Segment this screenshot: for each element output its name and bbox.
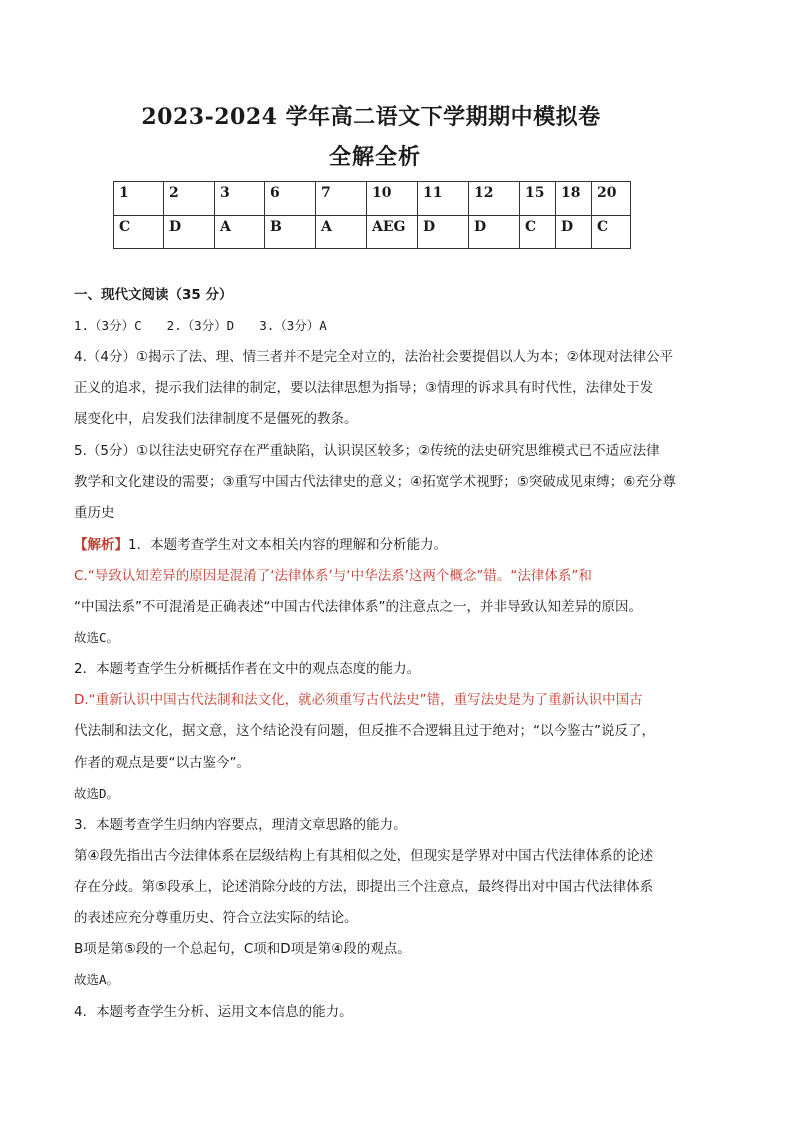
q5-line: 重历史 (74, 505, 115, 521)
question-cell: 12 (469, 182, 520, 216)
analysis-1-heading (74, 535, 447, 555)
q4-line: 展变化中，启发我们法律制度不是僵死的教条。 (74, 411, 358, 427)
answer-cell: B (265, 216, 316, 249)
analysis-2-line: 代法制和法文化，据文意，这个结论没有问题，但反推不合逻辑且过于绝对；“以今鉴古”说反了， (74, 723, 655, 739)
question-cell: 20 (592, 182, 631, 216)
document-title: 2023-2024 学年高二语文下学期期中模拟卷 (141, 104, 601, 130)
analysis-3-choice: 故选A。 (74, 972, 120, 987)
analysis-1-line: C.“导致认知差异的原因是混淆了‘法律体系’与‘中华法系’这两个概念”错。“法律体系”和 (74, 568, 592, 584)
answer-cell: AEG (367, 216, 418, 249)
answer-cell: A (215, 216, 265, 249)
answer-cell: A (316, 216, 367, 249)
question-cell: 2 (164, 182, 215, 216)
analysis-3-line: 存在分歧。第⑤段承上，论述消除分歧的方法，即提出三个注意点，最终得出对中国古代法律体系 (74, 879, 654, 895)
analysis-3-line: 的表述应充分尊重历史、符合立法实际的结论。 (74, 910, 358, 926)
answer-table (113, 181, 631, 249)
analysis-2-line: D.“重新认识中国古代法制和法文化，就必须重写古代法史”错，重写法史是为了重新认识中国古 (74, 692, 643, 708)
analysis-1-line: “中国法系”不可混淆是正确表述“中国古代法律体系”的注意点之一，并非导致认知差异的原因。 (74, 599, 642, 615)
analysis-2-choice: 故选D。 (74, 786, 120, 801)
analysis-1-text: 1．本题考查学生对文本相关内容的理解和分析能力。 (128, 537, 448, 553)
question-cell: 7 (316, 182, 367, 216)
question-cell: 1 (114, 182, 164, 216)
answer-table-question-row (114, 182, 631, 216)
q5-line: 5.（5分）①以往法史研究存在严重缺陷，认识误区较多；②传统的法史研究思维模式已不适应法律 (74, 443, 660, 459)
document-subtitle: 全解全析 (328, 144, 421, 170)
analysis-2-heading: 2．本题考查学生分析概括作者在文中的观点态度的能力。 (74, 661, 421, 677)
answer-cell: D (556, 216, 592, 249)
analysis-tag: 【解析】 (74, 537, 128, 553)
question-cell: 6 (265, 182, 316, 216)
answer-cell: D (469, 216, 520, 249)
section-heading: 一、现代文阅读（35 分） (74, 287, 233, 303)
question-cell: 10 (367, 182, 418, 216)
question-cell: 18 (556, 182, 592, 216)
analysis-3-line: 第④段先指出古今法律体系在层级结构上有其相似之处，但现实是学界对中国古代法律体系的论述 (74, 848, 654, 864)
answer-cell: D (418, 216, 469, 249)
analysis-1-choice: 故选C。 (74, 630, 120, 645)
analysis-3-extra: B项是第⑤段的一个总起句，C项和D项是第④段的观点。 (74, 941, 411, 957)
analysis-2-line: 作者的观点是要“以古鉴今”。 (74, 755, 250, 771)
q4-line: 4.（4分）①揭示了法、理、情三者并不是完全对立的，法治社会要提倡以人为本；②体现对法律公平 (74, 349, 674, 365)
question-cell: 11 (418, 182, 469, 216)
answer-cell: D (164, 216, 215, 249)
analysis-3-heading: 3．本题考查学生归纳内容要点，理清文章思路的能力。 (74, 817, 407, 833)
answer-cell: C (592, 216, 631, 249)
q4-line: 正义的追求，提示我们法律的制定，要以法律思想为指导；③情理的诉求具有时代性，法律处于发 (74, 380, 654, 396)
q5-line: 教学和文化建设的需要；③重写中国古代法律史的意义；④拓宽学术视野；⑤突破成见束缚；⑥充分尊 (74, 474, 676, 490)
question-cell: 3 (215, 182, 265, 216)
answer-table-answer-row (114, 216, 631, 249)
answer-cell: C (520, 216, 556, 249)
answer-cell: C (114, 216, 164, 249)
answers-1-3: 1.（3分）C 2.（3分）D 3.（3分）A (74, 318, 327, 333)
question-cell: 15 (520, 182, 556, 216)
analysis-4-heading: 4．本题考查学生分析、运用文本信息的能力。 (74, 1004, 353, 1020)
